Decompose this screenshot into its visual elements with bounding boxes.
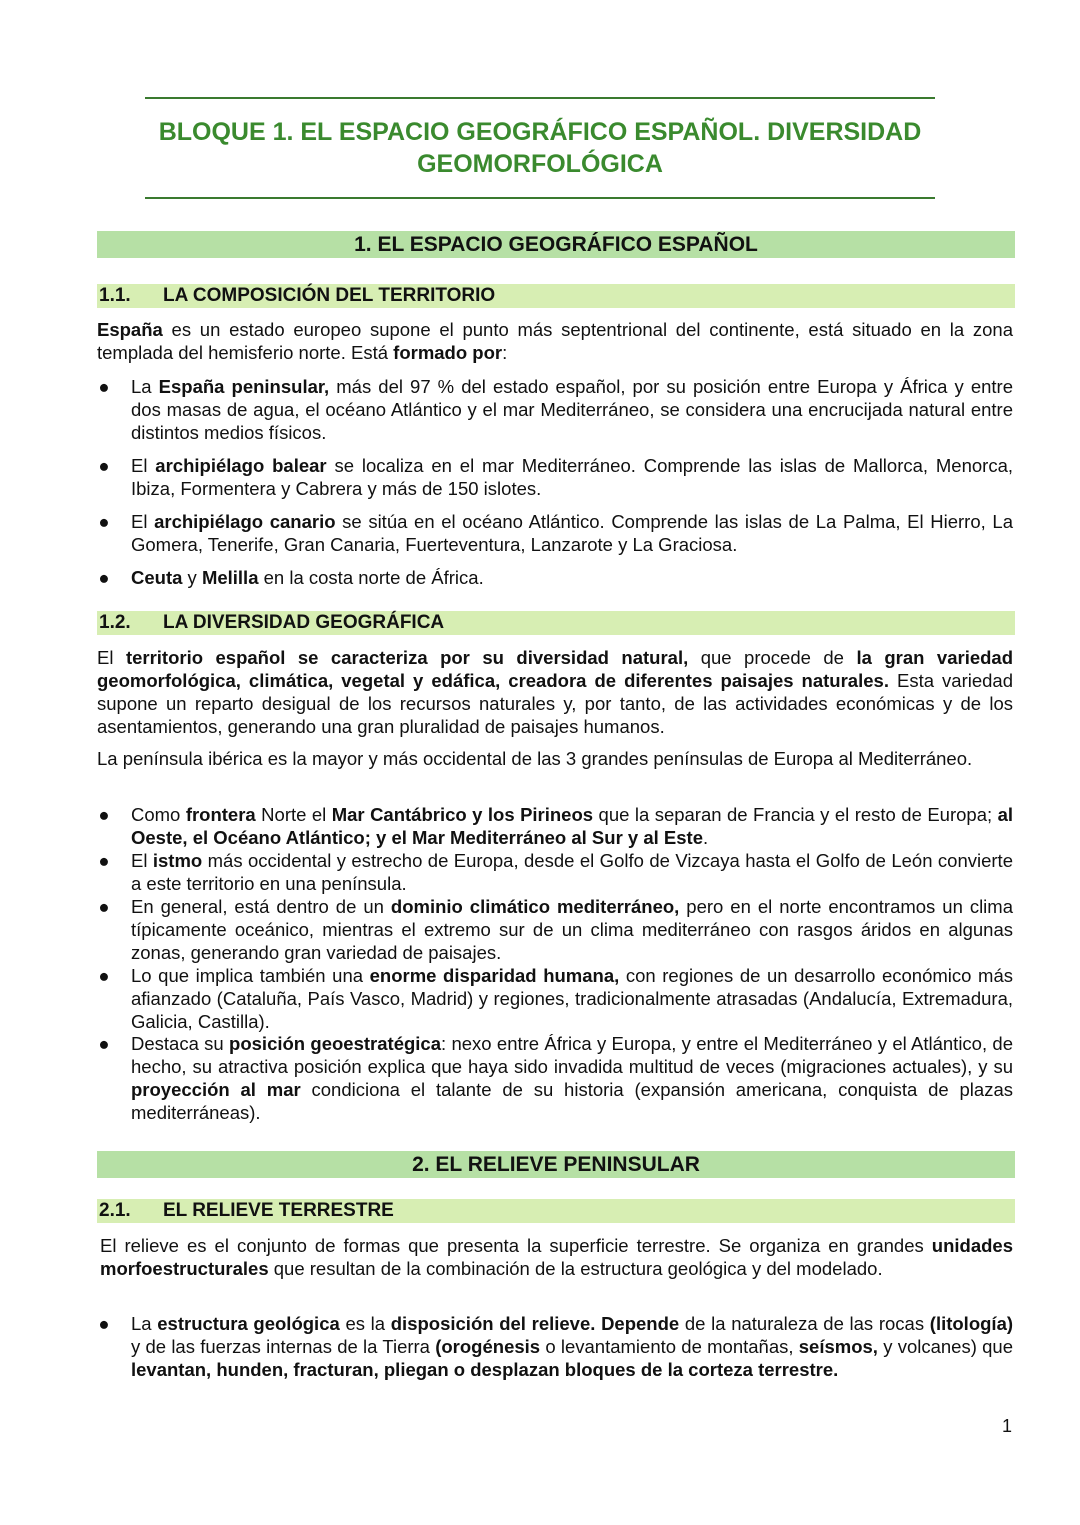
bold-text: territorio español se caracteriza por su diversidad natural, [125,647,689,668]
text-run: El [97,647,126,668]
text-run: o levantamiento de montañas, [540,1336,799,1357]
text-run: es la [339,1313,391,1334]
bullet-icon: ● [98,804,110,825]
bold-text: (orogénesis [435,1336,541,1357]
bold-text: Melilla [201,567,259,588]
list-item [97,803,1013,849]
text-run: Lo que implica también una [131,965,370,986]
subsection-2-1-heading [97,1199,1015,1223]
bold-text: seísmos, [798,1336,878,1357]
subsection-number: 1.2. [99,612,131,633]
bullet-icon: ● [98,376,110,397]
text-run: condiciona el talante de su historia (expansión americana, conquista de plazas mediterráneas). [131,1079,1013,1123]
list-item [97,454,1013,500]
subsection-1-2-heading [97,611,1015,635]
bullet-icon: ● [98,965,110,986]
text-run: Como [131,804,186,825]
text-run: : nexo entre África y Europa, y entre el Mediterráneo y el Atlántico, de hecho, su atractiva posición explica que haya sido invadida multitud de veces (migraciones actuales), y su [131,1033,1013,1077]
document-title: BLOQUE 1. EL ESPACIO GEOGRÁFICO ESPAÑOL. DIVERSIDAD GEOMORFOLÓGICA [158,118,922,178]
text-run: La península ibérica es la mayor y más occidental de las 3 grandes penínsulas de Europa al Mediterráneo. [97,748,973,769]
paragraph [97,747,1013,770]
text-run: que procede de [688,647,857,668]
bullet-icon: ● [98,896,110,917]
section-2-heading: 2. EL RELIEVE PENINSULAR [97,1151,1015,1178]
bold-text: istmo [152,850,203,871]
bold-text: España [97,319,163,340]
bold-text: (litología) [929,1313,1014,1334]
bold-text: unidades morfoestructurales [100,1235,1013,1279]
page-number: 1 [1001,1416,1012,1436]
bold-text: frontera [185,804,256,825]
paragraph [97,646,1013,738]
bold-text: archipiélago canario [154,511,336,532]
text-run: El relieve es el conjunto de formas que presenta la superficie terrestre. Se organiza en grandes [100,1235,932,1256]
bullet-icon: ● [98,1313,110,1334]
subsection-title: LA DIVERSIDAD GEOGRÁFICA [163,612,445,633]
paragraph [100,1234,1013,1280]
list-item [97,964,1013,1033]
bold-text: estructura geológica [157,1313,340,1334]
text-run: Esta variedad supone un reparto desigual de los recursos naturales y, por tanto, de las actividades económicas y de los asentamientos, generando una gran pluralidad de paisajes humanos. [97,670,1013,737]
list-item [97,1032,1013,1124]
list-item [97,895,1013,964]
bold-text: dominio climático mediterráneo, [390,896,680,917]
bold-text: Ceuta [131,567,183,588]
text-run: pero en el norte encontramos un clima típicamente oceánico, mientras el extremo sur de un clima mediterráneo con rasgos áridos en algunas zonas, generando gran variedad de paisajes. [131,896,1013,963]
subsection-title: LA COMPOSICIÓN DEL TERRITORIO [163,285,496,306]
subsection-title: EL RELIEVE TERRESTRE [163,1200,394,1221]
list-item [97,566,1013,589]
text-run: más del 97 % del estado español, por su posición entre Europa y África y entre dos masas de agua, el océano Atlántico y el mar Mediterráneo, se considera una encrucijada natural entre distintos medios físicos. [131,376,1014,443]
text-run: que resultan de la combinación de la estructura geológica y del modelado. [268,1258,883,1279]
text-run: La [131,1313,158,1334]
text-run: se sitúa en el océano Atlántico. Comprende las islas de La Palma, El Hierro, La Gomera, Tenerife, Gran Canaria, Fuerteventura, Lanzarote y La Graciosa. [131,511,1013,555]
list-item [97,510,1013,556]
text-run: La [131,376,159,397]
bold-text: al Oeste, el Océano Atlántico; y el Mar Mediterráneo al Sur y al Este [131,804,1014,848]
paragraph [97,318,1013,364]
bold-text: posición geoestratégica [229,1033,442,1054]
text-run: : [502,342,508,363]
text-run: con regiones de un desarrollo económico más afianzado (Cataluña, País Vasco, Madrid) y regiones, tradicionalmente atrasadas (Andalucía, Extremadura, Galicia, Castilla). [131,965,1013,1032]
bold-text: España peninsular, [158,376,330,397]
text-run: y de las fuerzas internas de la Tierra [131,1336,436,1357]
text-run: y volcanes) que [877,1336,1013,1357]
bold-text: formado por [393,342,503,363]
text-run: es un estado europeo supone el punto más septentrional del continente, está situado en la zona templada del hemisferio norte. Está [97,319,1013,363]
text-run: de la naturaleza de las rocas [679,1313,930,1334]
subsection-number: 2.1. [99,1200,131,1221]
bold-text: levantan, hunden, fracturan, pliegan o desplazan bloques de la corteza terrestre. [131,1359,839,1380]
text-run: El [131,455,156,476]
bold-text: la gran variedad geomorfológica, climática, vegetal y edáfica, creadora de diferentes paisajes naturales. [97,647,1014,691]
text-run: . [702,827,709,848]
text-run: Norte el [255,804,332,825]
subsection-number: 1.1. [99,285,131,306]
list-item [97,849,1013,895]
top-rule [145,97,935,99]
bullet-icon: ● [98,455,110,476]
section-1-heading: 1. EL ESPACIO GEOGRÁFICO ESPAÑOL [97,231,1015,258]
title-bottom-rule [145,197,935,199]
text-run: El [131,511,155,532]
text-run: Destaca su [131,1033,230,1054]
text-run: más occidental y estrecho de Europa, desde el Golfo de Vizcaya hasta el Golfo de León convierte a este territorio en una península. [131,850,1013,894]
bold-text: Mar Cantábrico y los Pirineos [331,804,594,825]
subsection-1-1-heading [97,284,1015,308]
text-run: y [182,567,202,588]
list-item [97,1312,1013,1381]
text-run: se localiza en el mar Mediterráneo. Comprende las islas de Mallorca, Menorca, Ibiza, Formentera y Cabrera y más de 150 islotes. [131,455,1013,499]
text-run: En general, está dentro de un [131,896,391,917]
bold-text: proyección al mar [131,1079,301,1100]
text-run: El [131,850,153,871]
bullet-icon: ● [98,511,110,532]
list-item [97,375,1013,444]
bold-text: archipiélago balear [155,455,327,476]
bold-text: enorme disparidad humana, [369,965,620,986]
bold-text: disposición del relieve. Depende [390,1313,680,1334]
bullet-icon: ● [98,1033,110,1054]
bullet-icon: ● [98,850,110,871]
text-run: en la costa norte de África. [258,567,484,588]
text-run: que la separan de Francia y el resto de Europa; [593,804,998,825]
bullet-icon: ● [98,567,110,588]
